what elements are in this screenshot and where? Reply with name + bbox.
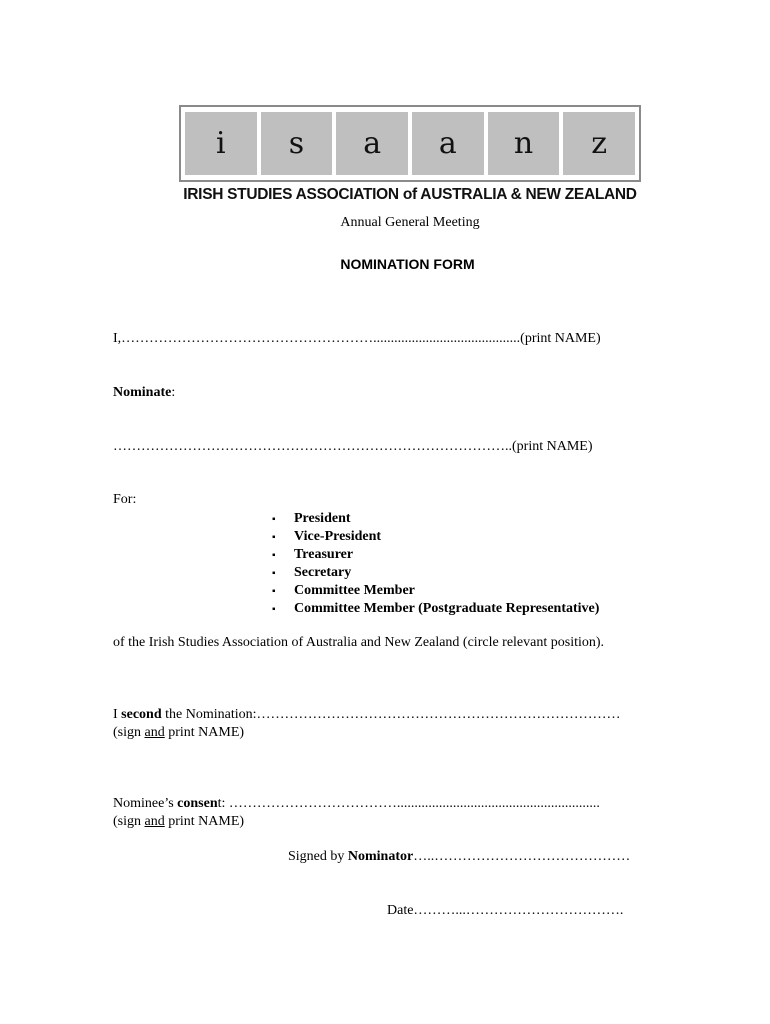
bullet-icon: ▪ <box>272 604 276 615</box>
consent-bold: consen <box>177 796 218 811</box>
signed-suffix: …..…………………………………… <box>413 849 631 864</box>
sign-prefix: (sign <box>113 814 145 829</box>
position-label: Committee Member <box>294 583 415 598</box>
logo-letter: z <box>563 112 635 175</box>
nominee-name-line[interactable]: …………………………………………………………………………..(print NAME) <box>113 439 593 454</box>
meeting-subtitle: Annual General Meeting <box>340 215 480 230</box>
bullet-icon: ▪ <box>272 550 276 561</box>
nominate-label <box>113 385 175 401</box>
nominator-signature-line[interactable] <box>288 849 630 865</box>
sign-suffix: print NAME) <box>164 725 245 740</box>
position-label: Treasurer <box>294 547 354 562</box>
sign-and: and <box>144 725 165 740</box>
signed-prefix: Signed by <box>288 849 348 864</box>
position-list <box>272 510 599 618</box>
logo-letter: i <box>185 112 257 175</box>
nominator-name-line[interactable]: I,………………………………………………..........................................(print NAME) <box>113 331 601 346</box>
for-label: For: <box>113 492 137 507</box>
nominate-colon: : <box>171 385 176 400</box>
seconder-sign-note <box>113 725 244 741</box>
sign-and: and <box>144 814 165 829</box>
consent-prefix: Nominee’s <box>113 796 178 811</box>
isaanz-logo <box>179 105 641 182</box>
seconder-bold: second <box>121 707 162 722</box>
position-label: Committee Member (Postgraduate Representative) <box>294 601 600 616</box>
nominate-bold: Nominate <box>113 385 172 400</box>
position-item-president[interactable] <box>272 510 599 528</box>
logo-letter: a <box>336 112 408 175</box>
bullet-icon: ▪ <box>272 586 276 597</box>
date-line[interactable]: Date………...……………………………. <box>387 903 624 918</box>
position-item-committee-member[interactable] <box>272 582 599 600</box>
bullet-icon: ▪ <box>272 514 276 525</box>
sign-suffix: print NAME) <box>164 814 245 829</box>
position-item-secretary[interactable] <box>272 564 599 582</box>
seconder-prefix: I <box>113 707 122 722</box>
logo-letter: s <box>261 112 333 175</box>
position-item-treasurer[interactable] <box>272 546 599 564</box>
bullet-icon: ▪ <box>272 568 276 579</box>
position-label: Vice-President <box>294 529 382 544</box>
seconder-suffix: the Nomination:…………………………………………………………………… <box>161 707 621 722</box>
logo-letter: a <box>412 112 484 175</box>
position-item-postgraduate-rep[interactable] <box>272 600 599 618</box>
consent-line[interactable] <box>113 796 600 812</box>
signed-bold: Nominator <box>347 849 414 864</box>
position-item-vice-president[interactable] <box>272 528 599 546</box>
consent-sign-note <box>113 814 244 830</box>
position-label: President <box>294 511 351 526</box>
form-title: NOMINATION FORM <box>340 256 475 272</box>
sign-prefix: (sign <box>113 725 145 740</box>
consent-suffix: t: ……………………………….......................................................... <box>217 796 600 811</box>
association-line: of the Irish Studies Association of Australia and New Zealand (circle relevant position). <box>113 635 605 650</box>
position-label: Secretary <box>294 565 352 580</box>
logo-letter: n <box>488 112 560 175</box>
seconder-line[interactable] <box>113 707 621 723</box>
bullet-icon: ▪ <box>272 532 276 543</box>
logo-caption: IRISH STUDIES ASSOCIATION of AUSTRALIA & NEW ZEALAND <box>183 186 637 203</box>
